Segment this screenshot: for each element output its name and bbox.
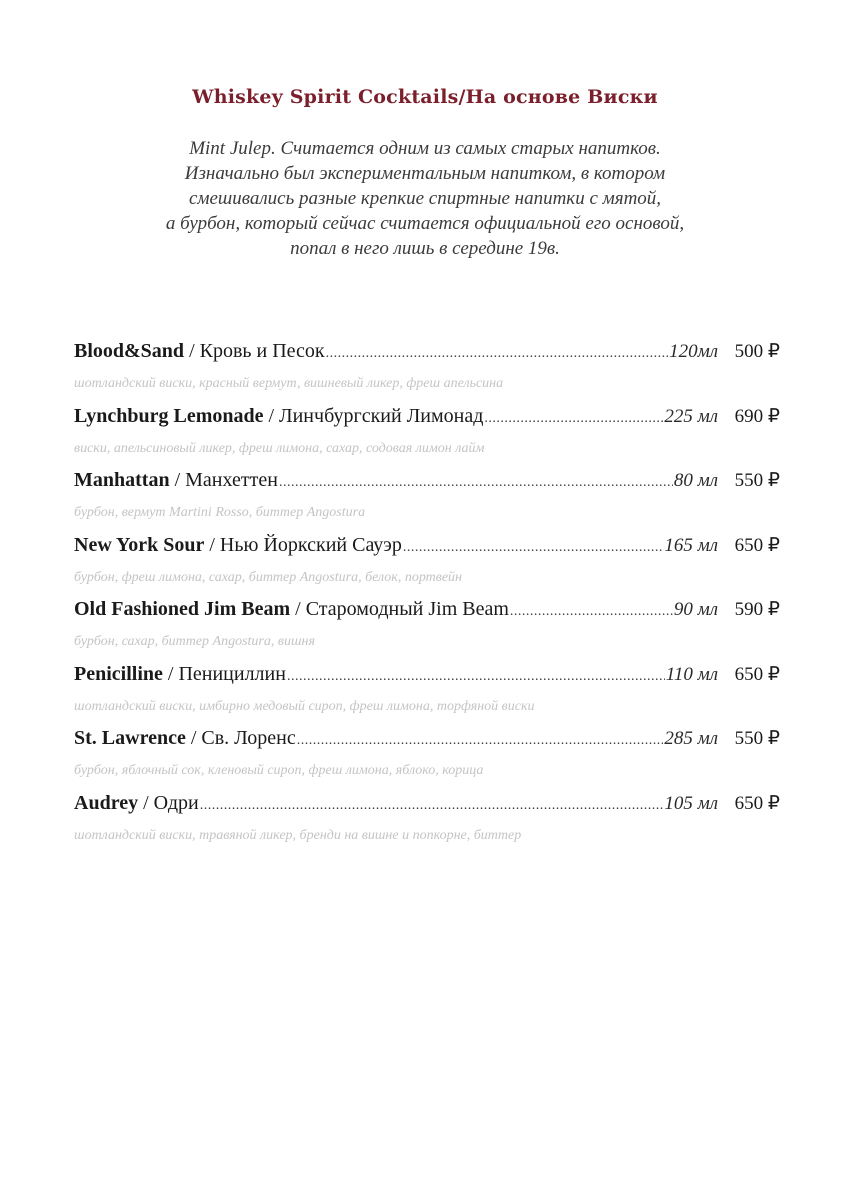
item-name <box>74 727 296 750</box>
item-name <box>74 340 325 363</box>
item-volume: 90 мл <box>673 599 718 620</box>
item-volume: 165 мл <box>664 534 718 556</box>
item-name-en: Old Fashioned Jim Beam <box>74 598 291 620</box>
item-name <box>74 598 509 621</box>
intro-line: Mint Julep. Считается одним из самых старых напитков. <box>189 138 661 159</box>
item-name-ru: / Линчбургский Лимонад <box>263 404 484 427</box>
item-name-ru: / Нью Йоркский Сауэр <box>204 533 402 556</box>
item-price: 590 ₽ <box>734 599 780 620</box>
item-volume: 285 мл <box>664 728 718 749</box>
menu-item <box>74 792 780 857</box>
item-name-en: Audrey <box>74 791 139 814</box>
item-name-ru: / Одри <box>138 791 199 814</box>
item-name <box>74 534 402 557</box>
item-volume: 120мл <box>669 341 718 362</box>
item-name-ru: / Манхеттен <box>169 469 278 491</box>
item-description: шотландский виски, красный вермут, вишневый ликер, фреш апельсина <box>74 376 504 391</box>
item-name-en: Penicilline <box>74 662 163 685</box>
item-name-en: Blood&Sand <box>74 340 185 362</box>
item-price: 550 ₽ <box>734 470 780 491</box>
menu-item <box>74 405 780 470</box>
intro-text <box>60 136 790 261</box>
menu-item <box>74 598 780 663</box>
item-price: 500 ₽ <box>734 341 780 362</box>
item-name <box>74 469 278 492</box>
item-price: 650 ₽ <box>734 534 780 556</box>
intro-line: попал в него лишь в середине 19в. <box>290 238 560 259</box>
item-name <box>74 792 199 815</box>
menu-item <box>74 340 780 405</box>
dot-leader <box>200 798 664 814</box>
item-name <box>74 663 286 686</box>
menu-item <box>74 663 780 728</box>
dot-leader <box>510 604 673 620</box>
item-volume: 110 мл <box>665 663 718 685</box>
item-name-en: Manhattan <box>74 469 170 491</box>
item-name-ru: / Старомодный Jim Beam <box>290 598 509 620</box>
page-title: Whiskey Spirit Cocktails/На основе Виски <box>192 86 658 108</box>
menu-item <box>74 469 780 534</box>
item-name-en: St. Lawrence <box>74 727 186 749</box>
item-description: бурбон, сахар, биттер Angostura, вишня <box>74 634 315 649</box>
item-name-en: Lynchburg Lemonade <box>74 404 264 427</box>
intro-line: смешивались разные крепкие спиртные напитки с мятой, <box>188 188 662 209</box>
item-description: бурбон, фреш лимона, сахар, биттер Angostura, белок, портвейн <box>74 569 462 585</box>
item-price: 550 ₽ <box>734 728 780 749</box>
item-volume: 225 мл <box>664 405 718 427</box>
item-price: 650 ₽ <box>734 663 780 685</box>
item-name-ru: / Пенициллин <box>162 662 286 685</box>
dot-leader <box>297 733 664 749</box>
cocktail-menu <box>74 340 780 856</box>
dot-leader <box>484 411 663 427</box>
item-name <box>74 405 483 428</box>
dot-leader <box>279 475 673 491</box>
dot-leader <box>287 669 665 685</box>
item-description: шотландский виски, травяной ликер, бренди на вишне и попкорне, биттер <box>74 827 522 843</box>
menu-item <box>74 727 780 792</box>
item-price: 690 ₽ <box>734 405 780 427</box>
item-description: бурбон, вермут Martini Rosso, биттер Angostura <box>74 505 366 520</box>
dot-leader <box>326 346 668 362</box>
item-name-ru: / Кровь и Песок <box>184 340 325 362</box>
item-name-en: New York Sour <box>74 533 205 556</box>
item-price: 650 ₽ <box>734 792 780 814</box>
item-name-ru: / Св. Лоренс <box>185 727 296 749</box>
item-description: шотландский виски, имбирно медовый сироп, фреш лимона, торфяной виски <box>74 698 535 714</box>
intro-line: Изначально был экспериментальным напитком, в котором <box>184 163 666 184</box>
item-volume: 80 мл <box>673 470 718 491</box>
intro-line: а бурбон, который сейчас считается официальной его основой, <box>165 213 685 234</box>
menu-item <box>74 534 780 599</box>
item-volume: 105 мл <box>664 792 718 814</box>
item-description: бурбон, яблочный сок, кленовый сироп, фреш лимона, яблоко, корица <box>74 763 484 778</box>
item-description: виски, апельсиновый ликер, фреш лимона, сахар, содовая лимон лайм <box>74 440 485 456</box>
dot-leader <box>403 540 663 556</box>
